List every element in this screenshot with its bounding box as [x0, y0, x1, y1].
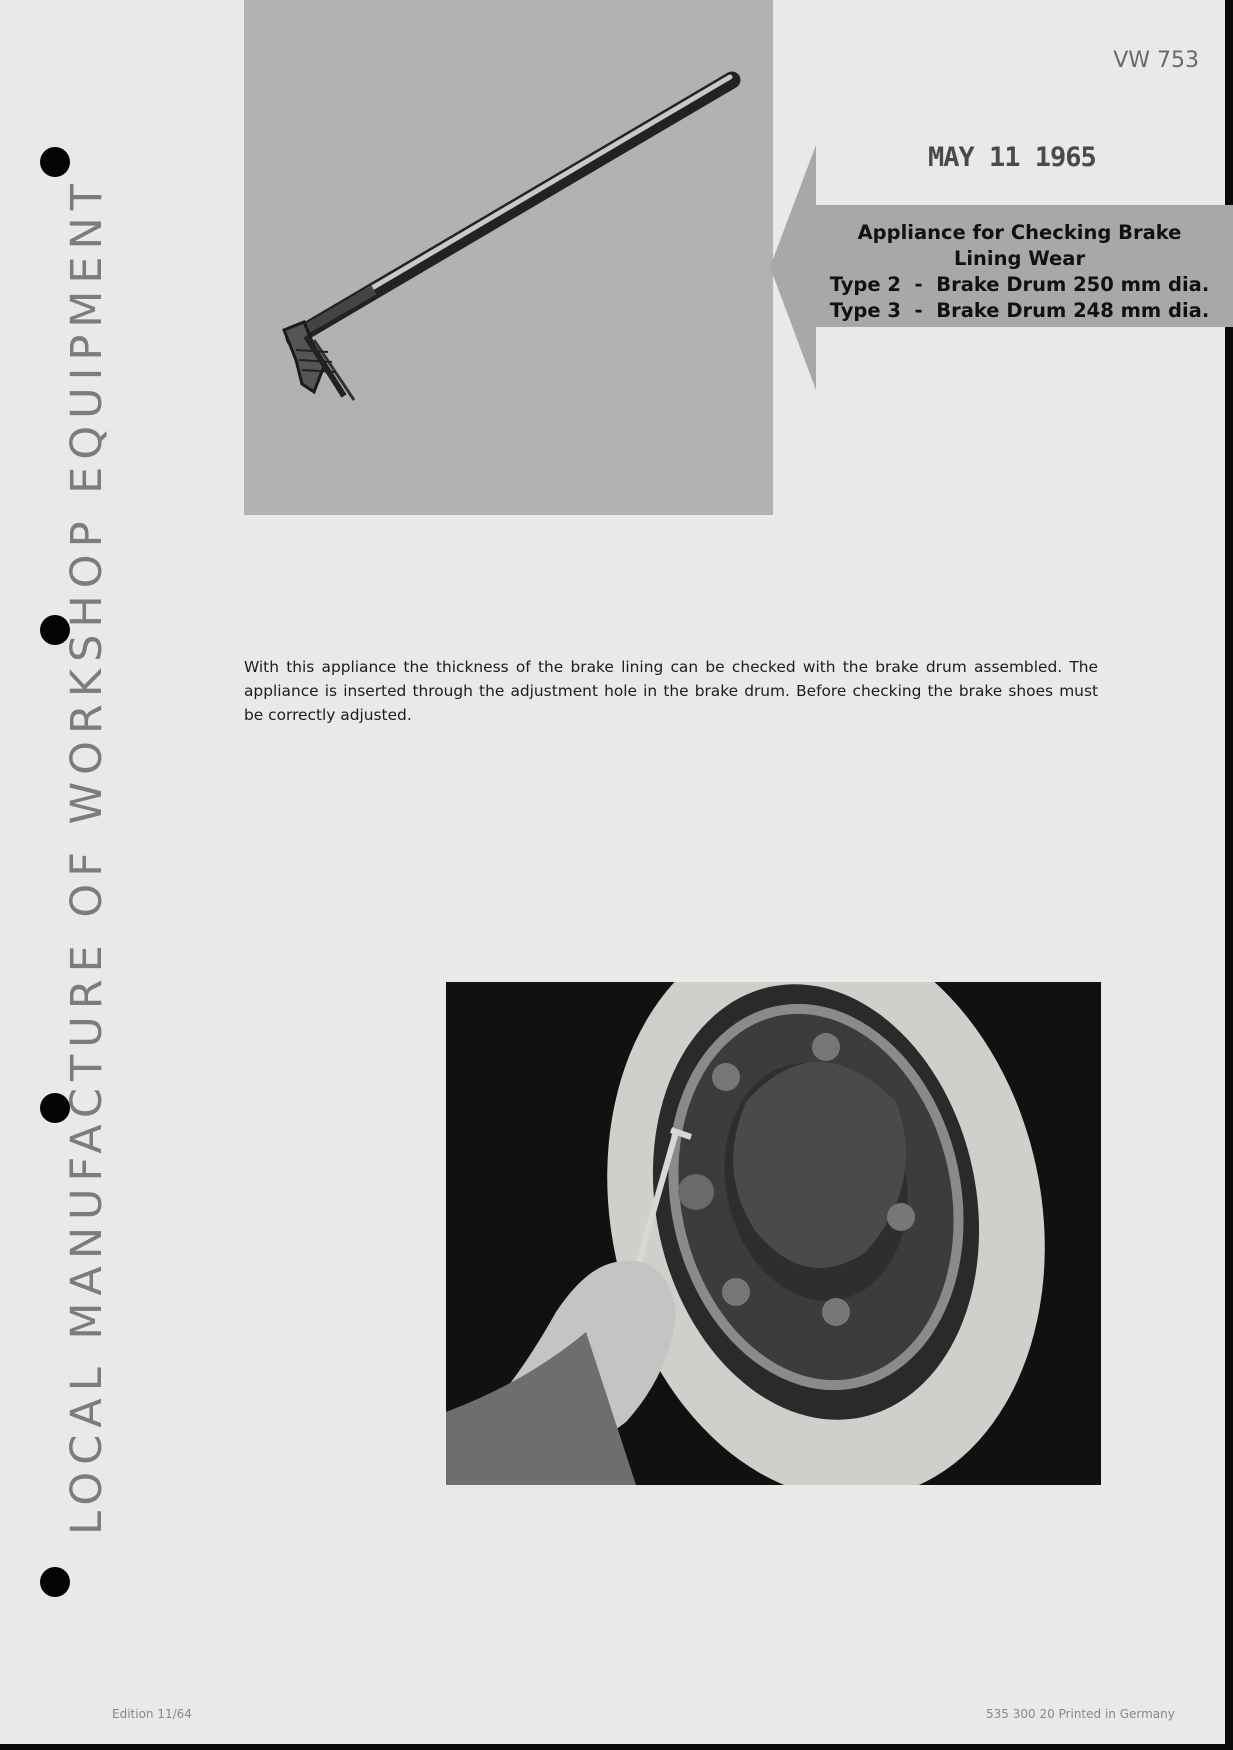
- side-title: LOCAL MANUFACTURE OF WORKSHOP EQUIPMENT: [62, 177, 112, 1535]
- callout-line-type3: Type 3 - Brake Drum 248 mm dia.: [829, 299, 1210, 322]
- brake-drum-photo: [446, 982, 1101, 1485]
- callout-line-type2: Type 2 - Brake Drum 250 mm dia.: [829, 273, 1210, 296]
- callout-line-title: Appliance for Checking Brake Lining Wear: [857, 221, 1182, 270]
- callout-text: [822, 220, 1217, 324]
- edition-label: Edition 11/64: [112, 1707, 192, 1721]
- tool-photo: [244, 0, 773, 515]
- binder-hole: [40, 147, 70, 177]
- binder-hole: [40, 1567, 70, 1597]
- date-stamp: MAY 11 1965: [928, 142, 1096, 173]
- description-text: With this appliance the thickness of the brake lining can be checked with the brake drum assembled. The appliance is inserted through the adjustment hole in the brake drum. Before checking the brake shoes must be correctly adjusted.: [244, 658, 1098, 724]
- print-info: 535 300 20 Printed in Germany: [986, 1707, 1175, 1721]
- document-number: VW 753: [1113, 48, 1199, 73]
